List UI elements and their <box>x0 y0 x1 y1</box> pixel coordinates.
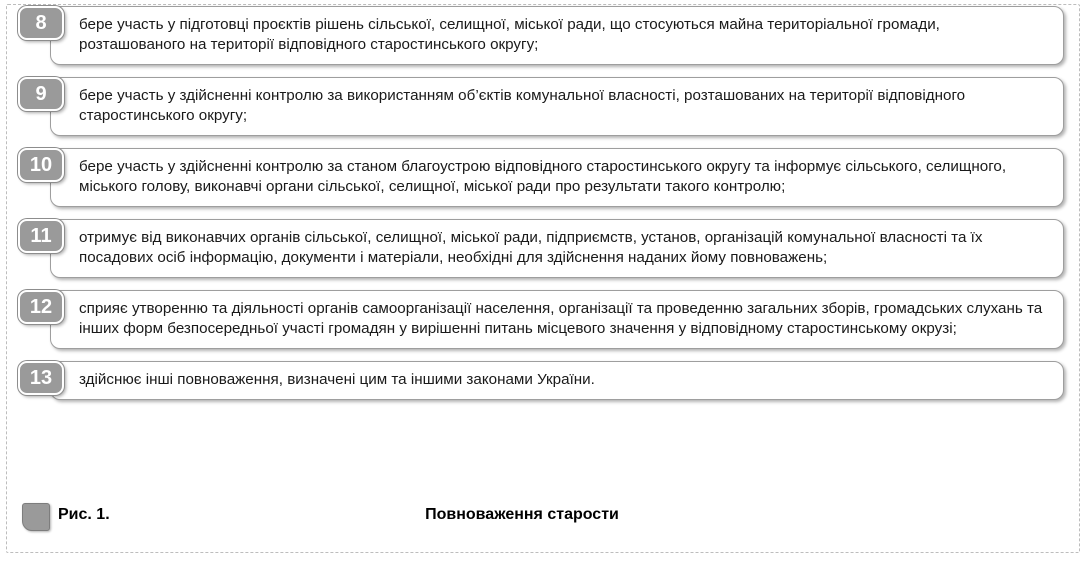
item-number-badge: 8 <box>18 6 64 40</box>
list-item <box>18 219 1064 278</box>
item-number-badge: 13 <box>18 361 64 395</box>
item-number-badge: 10 <box>18 148 64 182</box>
item-text: бере участь у здійсненні контролю за станом благоустрою відповідного старостинського округу та інформує сільського, селищного, міського голову, виконавчі органи сільської, селищної, міської ради про результати такого контролю; <box>79 158 1007 195</box>
item-number-badge: 12 <box>18 290 64 324</box>
item-text: сприяє утворенню та діяльності органів самоорганізації населення, організації та проведенню загальних зборів, громадських слухань та інших форм безпосередньої участі громадян у вирішенні питань місцевого значення у відповідному старостинському окрузі; <box>79 300 1043 337</box>
list-item <box>18 361 1064 400</box>
item-text-box <box>50 6 1064 65</box>
item-number-badge: 9 <box>18 77 64 111</box>
figure-label: Рис. 1. <box>58 506 110 523</box>
item-text: бере участь у здійсненні контролю за використанням об’єктів комунальної власності, розташованих на території відповідного старостинського округу; <box>79 87 966 124</box>
figure-caption <box>22 500 1062 534</box>
powers-list <box>18 6 1064 412</box>
figure-title: Повноваження старости <box>425 506 619 523</box>
item-text-box <box>50 219 1064 278</box>
item-text-box <box>50 361 1064 400</box>
list-item <box>18 148 1064 207</box>
list-item <box>18 77 1064 136</box>
item-text: бере участь у підготовці проєктів рішень сільської, селищної, міської ради, що стосуються майна територіальної громади, розташованого на території відповідного старостинського округу; <box>79 16 940 53</box>
item-text: отримує від виконавчих органів сільської, селищної, міської ради, підприємств, установ, організацій комунальної власності та їх посадових осіб інформацію, документи і матеріали, необхідні для здійснення наданих йому повноважень; <box>79 229 983 266</box>
list-item <box>18 290 1064 349</box>
item-text-box <box>50 77 1064 136</box>
item-text-box <box>50 290 1064 349</box>
item-text: здійснює інші повноваження, визначені цим та іншими законами України. <box>79 371 595 388</box>
item-number-badge: 11 <box>18 219 64 253</box>
list-item <box>18 6 1064 65</box>
item-text-box <box>50 148 1064 207</box>
